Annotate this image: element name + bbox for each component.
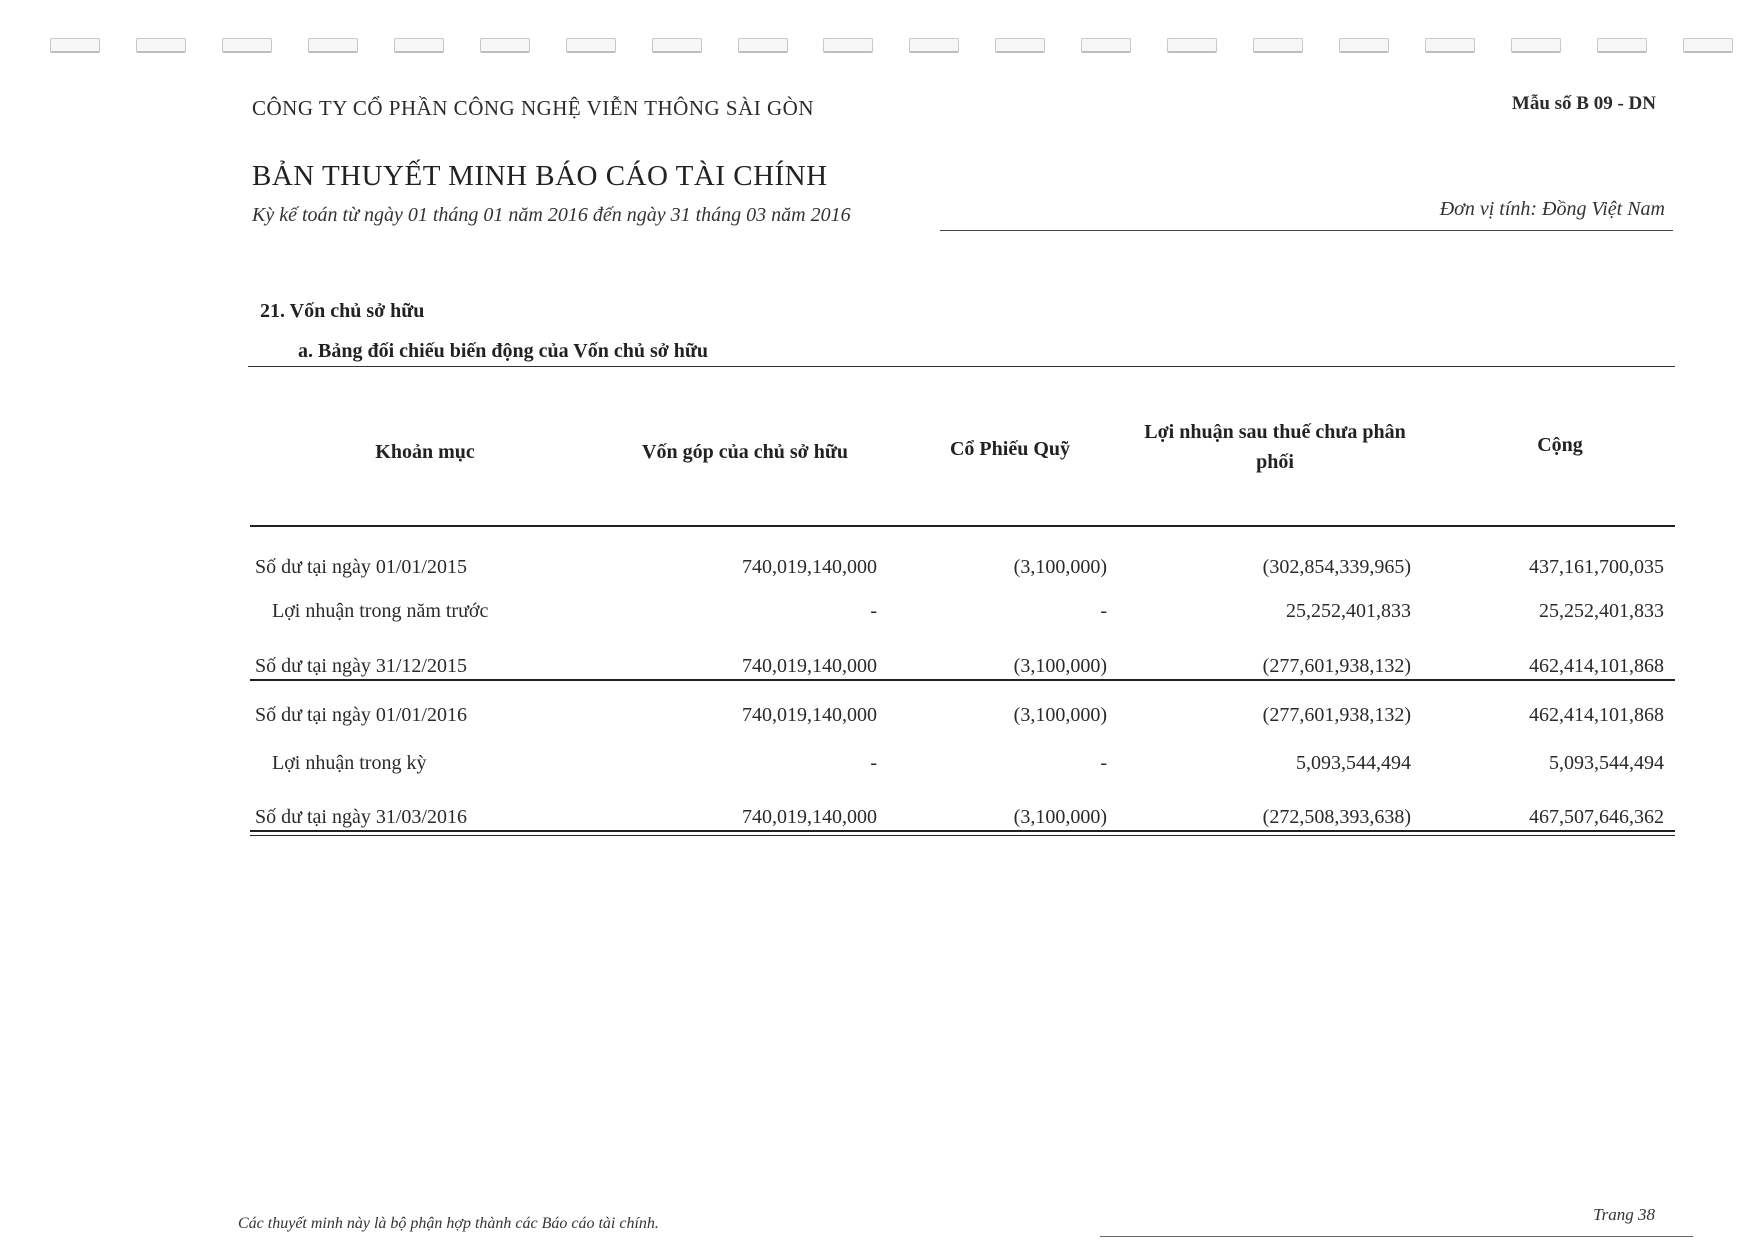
binding-hole	[1081, 38, 1131, 53]
binding-holes	[50, 38, 1733, 54]
footer-note: Các thuyết minh này là bộ phận hợp thành các Báo cáo tài chính.	[238, 1215, 659, 1232]
header-divider	[940, 230, 1673, 231]
cell-capital: -	[870, 600, 877, 622]
cell-total: 462,414,101,868	[1529, 655, 1664, 677]
row-label: Lợi nhuận trong kỳ	[272, 752, 427, 774]
cell-total: 467,507,646,362	[1529, 806, 1664, 828]
subtotal-divider	[250, 679, 1675, 681]
table-row	[0, 655, 1753, 687]
table-row	[0, 600, 1753, 632]
cell-total: 25,252,401,833	[1539, 600, 1664, 622]
table-row	[0, 704, 1753, 736]
row-label: Số dư tại ngày 01/01/2015	[255, 556, 467, 578]
cell-treasury-shares: (3,100,000)	[1013, 655, 1107, 677]
cell-retained-earnings: 25,252,401,833	[1286, 600, 1411, 622]
form-code: Mẫu số B 09 - DN	[1511, 93, 1656, 114]
binding-hole	[1597, 38, 1647, 53]
cell-capital: 740,019,140,000	[742, 556, 877, 578]
row-label: Số dư tại ngày 31/03/2016	[255, 806, 467, 828]
table-header-divider	[250, 525, 1675, 527]
column-header-treasury-shares: Cổ Phiếu Quỹ	[949, 438, 1071, 460]
cell-treasury-shares: (3,100,000)	[1013, 556, 1107, 578]
column-header-total: Cộng	[1537, 434, 1583, 456]
company-name: CÔNG TY CỔ PHẦN CÔNG NGHỆ VIỄN THÔNG SÀI GÒN	[252, 96, 814, 120]
section-title: 21. Vốn chủ sở hữu	[260, 300, 425, 322]
binding-hole	[566, 38, 616, 53]
cell-retained-earnings: (302,854,339,965)	[1262, 556, 1411, 578]
row-label: Số dư tại ngày 31/12/2015	[255, 655, 467, 677]
binding-hole	[1425, 38, 1475, 53]
binding-hole	[652, 38, 702, 53]
binding-hole	[222, 38, 272, 53]
cell-treasury-shares: -	[1100, 752, 1107, 774]
row-label: Lợi nhuận trong năm trước	[272, 600, 489, 622]
cell-retained-earnings: (277,601,938,132)	[1262, 655, 1411, 677]
column-header-item: Khoản mục	[375, 441, 475, 463]
section-subtitle: a. Bảng đối chiếu biến động của Vốn chủ sở hữu	[298, 340, 709, 362]
total-double-rule-top	[250, 830, 1675, 832]
row-label: Số dư tại ngày 01/01/2016	[255, 704, 467, 726]
cell-capital: 740,019,140,000	[742, 806, 877, 828]
cell-retained-earnings: 5,093,544,494	[1296, 752, 1411, 774]
binding-hole	[1253, 38, 1303, 53]
cell-treasury-shares: (3,100,000)	[1013, 704, 1107, 726]
binding-hole	[1511, 38, 1561, 53]
binding-hole	[909, 38, 959, 53]
cell-total: 437,161,700,035	[1529, 556, 1664, 578]
binding-hole	[394, 38, 444, 53]
binding-hole	[1167, 38, 1217, 53]
binding-hole	[480, 38, 530, 53]
column-header-capital: Vốn góp của chủ sở hữu	[642, 441, 848, 463]
binding-hole	[308, 38, 358, 53]
table-row	[0, 806, 1753, 838]
footer-divider	[1100, 1236, 1693, 1237]
total-double-rule-bottom	[250, 835, 1675, 836]
report-title: BẢN THUYẾT MINH BÁO CÁO TÀI CHÍNH	[252, 160, 828, 192]
subtitle-divider	[248, 366, 1675, 367]
cell-treasury-shares: (3,100,000)	[1013, 806, 1107, 828]
cell-capital: -	[870, 752, 877, 774]
binding-hole	[1683, 38, 1733, 53]
binding-hole	[995, 38, 1045, 53]
currency-unit: Đơn vị tính: Đồng Việt Nam	[1439, 198, 1665, 220]
binding-hole	[50, 38, 100, 53]
binding-hole	[738, 38, 788, 53]
table-row	[0, 752, 1753, 784]
cell-retained-earnings: (277,601,938,132)	[1262, 704, 1411, 726]
binding-hole	[823, 38, 873, 53]
cell-capital: 740,019,140,000	[742, 655, 877, 677]
table-row	[0, 556, 1753, 588]
binding-hole	[1339, 38, 1389, 53]
cell-retained-earnings: (272,508,393,638)	[1262, 806, 1411, 828]
binding-hole	[136, 38, 186, 53]
page-number: Trang 38	[1593, 1205, 1655, 1224]
cell-capital: 740,019,140,000	[742, 704, 877, 726]
cell-treasury-shares: -	[1100, 600, 1107, 622]
column-header-retained-earnings: Lợi nhuận sau thuế chưa phân phối	[1144, 421, 1406, 473]
cell-total: 5,093,544,494	[1549, 752, 1664, 774]
cell-total: 462,414,101,868	[1529, 704, 1664, 726]
reporting-period: Kỳ kế toán từ ngày 01 tháng 01 năm 2016 đến ngày 31 tháng 03 năm 2016	[252, 204, 851, 226]
